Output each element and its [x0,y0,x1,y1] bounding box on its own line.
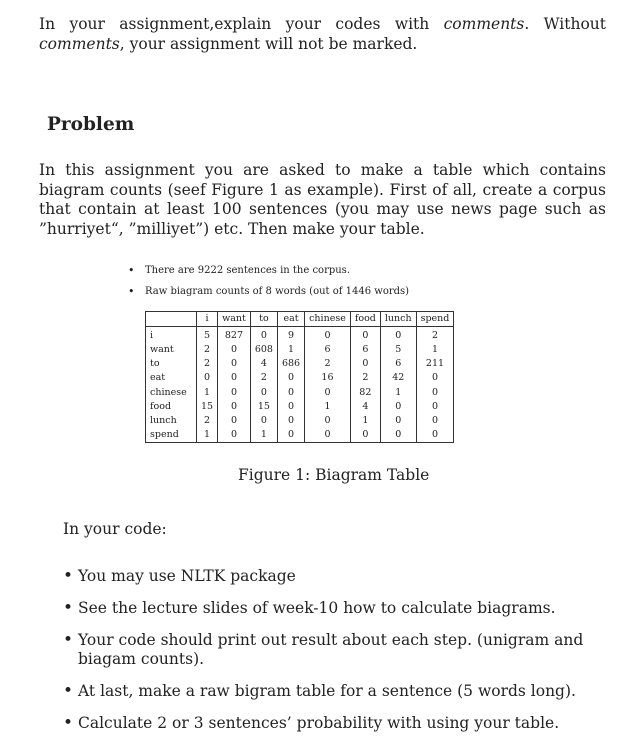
table-cell: 0 [277,428,304,443]
table-cell: 1 [305,400,351,414]
table-cell: 6 [350,343,380,357]
table-row [146,414,454,428]
table-cell: 2 [350,371,380,385]
table-cell: 0 [277,400,304,414]
table-cell: 9 [277,327,304,344]
requirement-item: • See the lecture slides of week-10 how to calculate biagrams. [63,599,606,618]
table-cell: 0 [305,327,351,344]
table-cell: 0 [218,357,251,371]
table-row [146,357,454,371]
table-cell: 2 [305,357,351,371]
table-row [146,343,454,357]
table-cell: 1 [197,385,218,399]
table-cell: 15 [250,400,277,414]
table-cell: 4 [350,400,380,414]
intro-text-2: . Without [524,15,606,33]
column-header: food [350,312,380,327]
biagram-table [145,311,454,443]
row-label: want [146,343,197,357]
table-cell: 6 [380,357,416,371]
table-cell: 686 [277,357,304,371]
table-body [146,327,454,443]
table-cell: 0 [277,414,304,428]
table-cell: 0 [380,428,416,443]
table-row [146,327,454,344]
table-cell: 0 [218,428,251,443]
table-cell: 0 [218,371,251,385]
table-cell: 5 [380,343,416,357]
table-cell: 0 [416,414,454,428]
row-label: eat [146,371,197,385]
requirement-item: • At last, make a raw bigram table for a sentence (5 words long). [63,682,606,701]
table-cell: 2 [250,371,277,385]
table-cell: 1 [380,385,416,399]
table-cell: 1 [416,343,454,357]
table-cell: 82 [350,385,380,399]
corpus-fact-item: • Raw biagram counts of 8 words (out of 1446 words) [128,281,409,302]
row-label: chinese [146,385,197,399]
table-cell: 0 [218,400,251,414]
table-cell: 2 [197,357,218,371]
column-header: want [218,312,251,327]
table-cell: 0 [218,385,251,399]
table-cell: 0 [277,371,304,385]
table-cell: 0 [250,327,277,344]
table-header-row [146,312,454,327]
table-cell: 0 [218,343,251,357]
table-cell: 2 [416,327,454,344]
table-row [146,428,454,443]
table-cell: 0 [250,385,277,399]
requirement-item: • Calculate 2 or 3 sentences’ probability with using your table. [63,714,606,733]
column-header: lunch [380,312,416,327]
row-label: i [146,327,197,344]
table-cell: 0 [277,385,304,399]
table-cell: 0 [218,414,251,428]
table-cell: 0 [416,428,454,443]
code-requirements-list [63,567,606,733]
table-cell: 0 [305,428,351,443]
requirement-item: • Your code should print out result about each step. (unigram and biagam counts). [63,631,606,669]
table-cell: 2 [197,414,218,428]
intro-text-1: In your assignment,explain your codes with [39,15,444,33]
column-header: i [197,312,218,327]
column-header: eat [277,312,304,327]
column-header: chinese [305,312,351,327]
row-label: lunch [146,414,197,428]
table-row [146,371,454,385]
table-corner-cell [146,312,197,327]
table-cell: 0 [305,414,351,428]
table-cell: 0 [380,414,416,428]
table-cell: 6 [305,343,351,357]
assignment-intro [39,15,606,54]
table-cell: 5 [197,327,218,344]
table-cell: 0 [197,371,218,385]
table-cell: 0 [380,400,416,414]
code-intro: In your code: [63,520,167,538]
table-cell: 1 [277,343,304,357]
intro-emphasis-2: comments [39,34,120,53]
row-label: to [146,357,197,371]
table-row [146,400,454,414]
table-cell: 0 [250,414,277,428]
table-cell: 16 [305,371,351,385]
table-cell: 0 [350,357,380,371]
table-cell: 1 [250,428,277,443]
row-label: spend [146,428,197,443]
row-label: food [146,400,197,414]
table-cell: 827 [218,327,251,344]
table-cell: 0 [416,400,454,414]
requirement-item: • You may use NLTK package [63,567,606,586]
corpus-facts-list [128,260,409,302]
table-cell: 4 [250,357,277,371]
table-row [146,385,454,399]
intro-text-3: , your assignment will not be marked. [119,34,418,53]
column-header: to [250,312,277,327]
table-cell: 0 [380,327,416,344]
problem-heading: Problem [47,114,135,135]
corpus-fact-item: • There are 9222 sentences in the corpus. [128,260,409,281]
table-cell: 1 [197,428,218,443]
table-cell: 211 [416,357,454,371]
table-cell: 0 [416,385,454,399]
problem-description: In this assignment you are asked to make a table which contains biagram counts (seef Figure 1 as example). First of all, create a corpus that contain at least 100 sentences (you may use news page such as ”hurriyet“, ”milliyet”) etc. Then make your table. [39,161,606,238]
figure-caption: Figure 1: Biagram Table [238,466,430,484]
table-cell: 0 [416,371,454,385]
table-cell: 2 [197,343,218,357]
table-cell: 0 [305,385,351,399]
intro-emphasis-1: comments [443,15,525,33]
table-cell: 15 [197,400,218,414]
column-header: spend [416,312,454,327]
table-cell: 608 [250,343,277,357]
table-cell: 0 [350,428,380,443]
table-cell: 42 [380,371,416,385]
table-cell: 1 [350,414,380,428]
table-cell: 0 [350,327,380,344]
